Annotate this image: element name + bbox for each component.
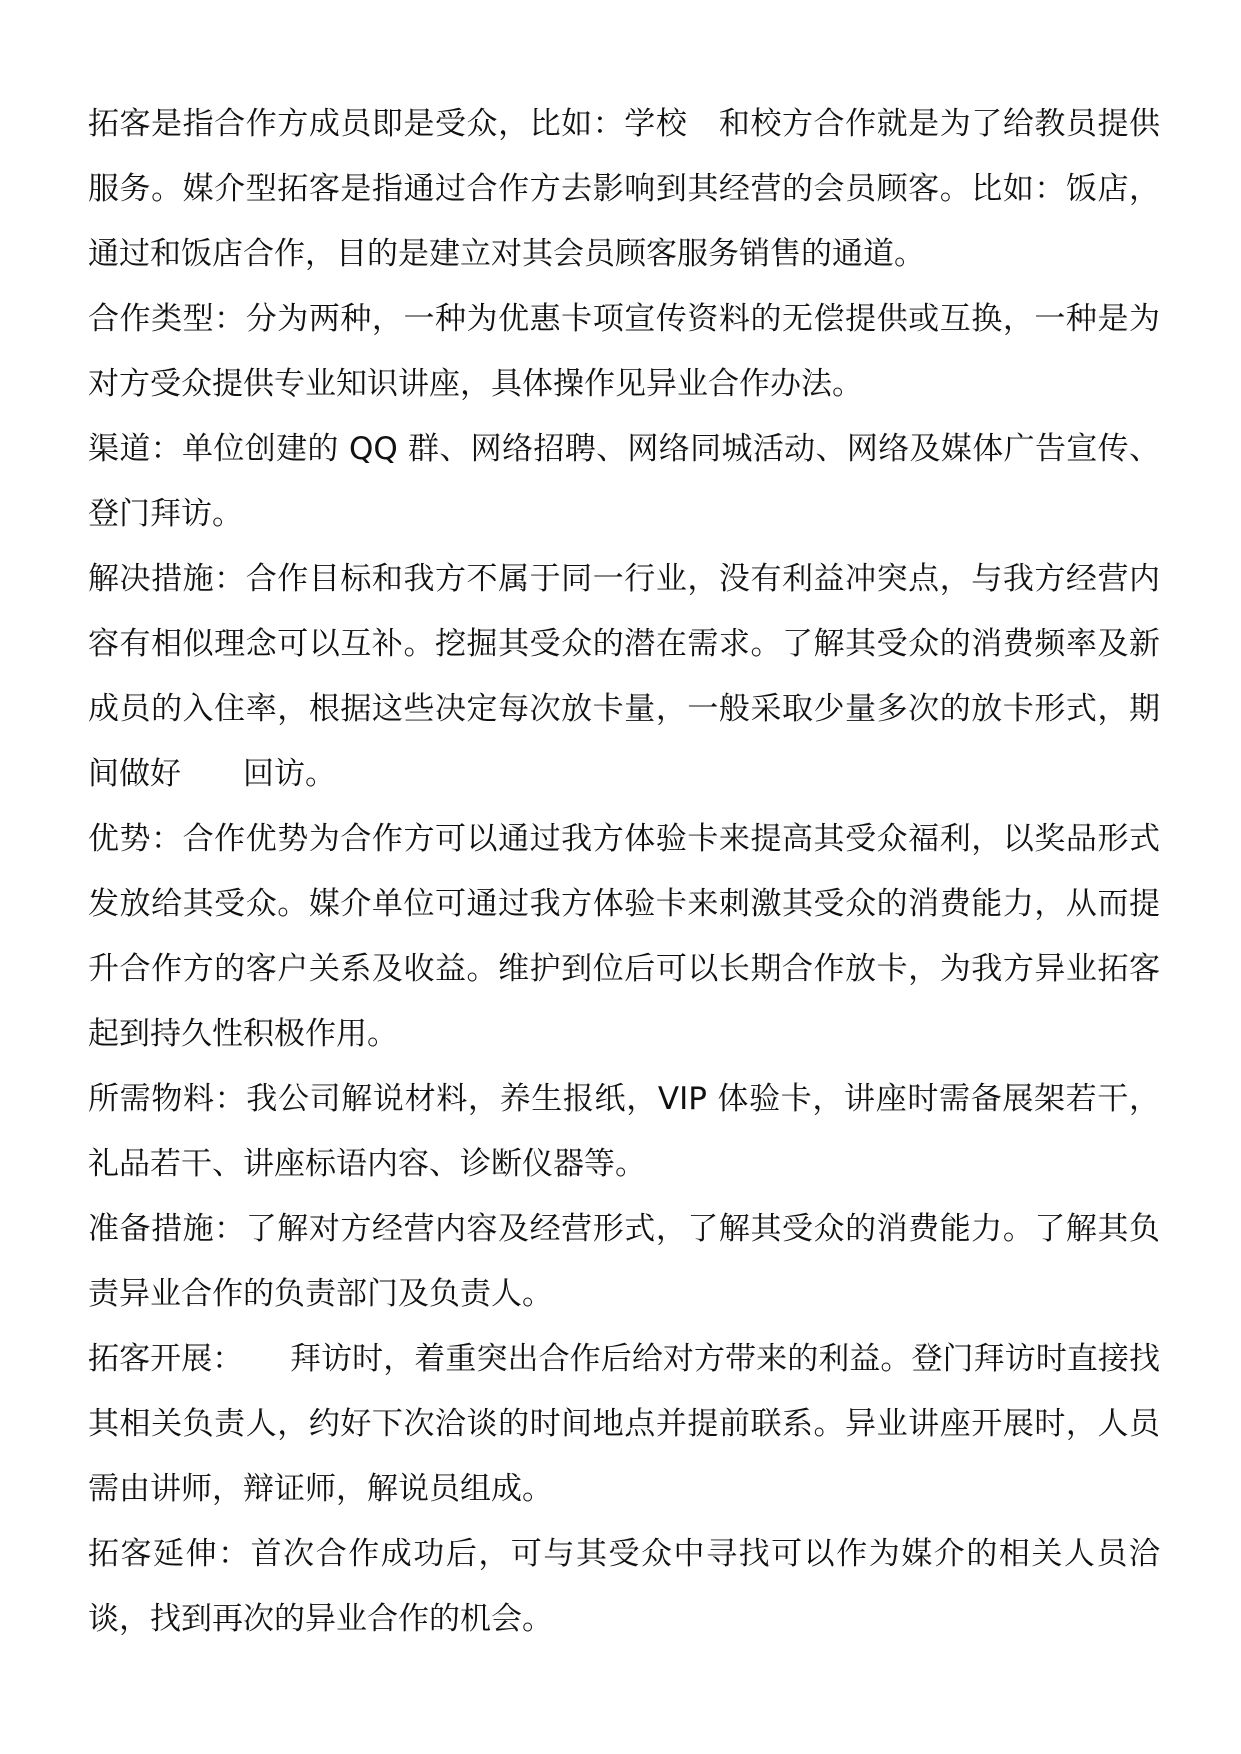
paragraph-materials: 所需物料：我公司解说材料，养生报纸，VIP 体验卡，讲座时需备展架若干，礼品若干、讲座标语内容、诊断仪器等。: [88, 1081, 1160, 1182]
paragraph-intro: 拓客是指合作方成员即是受众，比如：学校 和校方合作就是为了给教员提供服务。媒介型拓客是指通过合作方去影响到其经营的会员顾客。比如：饭店，通过和饭店合作，目的是建立对其会员顾客服务销售的通道。: [88, 106, 1160, 272]
paragraph-preparation: 准备措施：了解对方经营内容及经营形式，了解其受众的消费能力。了解其负责异业合作的负责部门及负责人。: [88, 1211, 1160, 1312]
paragraph-advantages: 优势：合作优势为合作方可以通过我方体验卡来提高其受众福利，以奖品形式发放给其受众。媒介单位可通过我方体验卡来刺激其受众的消费能力，从而提升合作方的客户关系及收益。维护到位后可以长期合作放卡，为我方异业拓客起到持久性积极作用。: [88, 821, 1160, 1052]
paragraph-channels: 渠道：单位创建的 QQ 群、网络招聘、网络同城活动、网络及媒体广告宣传、登门拜访。: [88, 431, 1160, 532]
paragraph-solutions: 解决措施：合作目标和我方不属于同一行业，没有利益冲突点，与我方经营内容有相似理念可以互补。挖掘其受众的潜在需求。了解其受众的消费频率及新成员的入住率，根据这些决定每次放卡量，一般采取少量多次的放卡形式，期间做好 回访。: [88, 561, 1160, 792]
document-page: [88, 92, 1160, 1652]
paragraph-extension: 拓客延伸：首次合作成功后，可与其受众中寻找可以作为媒介的相关人员洽谈，找到再次的异业合作的机会。: [88, 1536, 1160, 1637]
paragraph-execution: 拓客开展： 拜访时，着重突出合作后给对方带来的利益。登门拜访时直接找其相关负责人，约好下次洽谈的时间地点并提前联系。异业讲座开展时，人员需由讲师，辩证师，解说员组成。: [88, 1341, 1160, 1507]
paragraph-cooperation-type: 合作类型：分为两种，一种为优惠卡项宣传资料的无偿提供或互换，一种是为对方受众提供专业知识讲座，具体操作见异业合作办法。: [88, 301, 1160, 402]
